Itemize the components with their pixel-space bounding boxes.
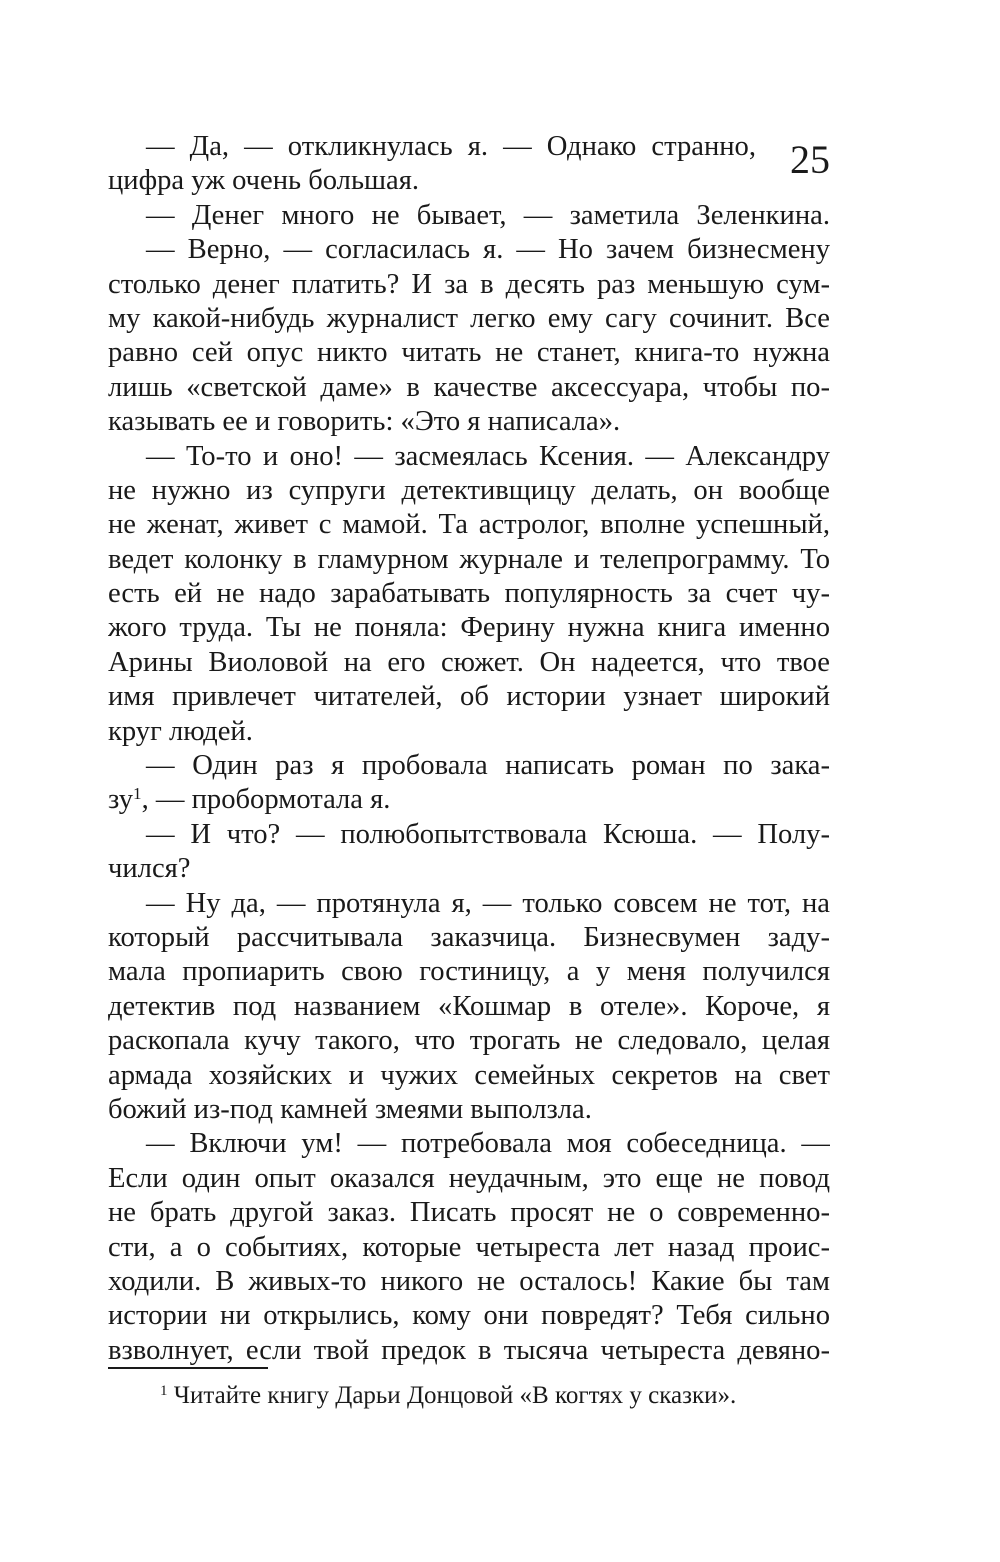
text-line: — Один раз я пробовала написать роман по зака- — [146, 750, 830, 782]
text-fragment: , — пробормотала я. — [141, 784, 391, 816]
text-line: есть ей не надо зарабатывать популярность за счет чу- — [108, 578, 830, 610]
text-line: Арины Виоловой на его сюжет. Он надеется, что твое — [108, 646, 830, 678]
text-line: — Да, — откликнулась я. — Однако странно, — [146, 131, 756, 162]
text-line: жого труда. Ты не поняла: Ферину нужна книга именно — [108, 612, 830, 644]
text-fragment: зу — [108, 784, 133, 816]
text-line: мала пропиарить свою гостиницу, а у меня получился — [108, 956, 830, 988]
footnote-text: Читайте книгу Дарьи Донцовой «В когтях у сказки». — [173, 1382, 737, 1409]
footnote-reference[interactable]: 1 — [133, 783, 142, 803]
text-line: — И что? — полюбопытствовала Ксюша. — Полу- — [146, 818, 830, 850]
footnote-divider — [108, 1367, 268, 1369]
text-line: — Включи ум! — потребовала моя собеседница. — — [146, 1128, 830, 1160]
text-line: не женат, живет с мамой. Та астролог, вполне успешный, — [108, 509, 830, 541]
footnote-marker: 1 — [160, 1382, 168, 1399]
text-line: лишь «светской даме» в качестве аксессуара, чтобы по- — [108, 371, 830, 403]
text-line: взволнует, если твой предок в тысяча четыреста девяно- — [108, 1334, 830, 1366]
text-line: цифра уж очень большая. — [108, 165, 419, 197]
text-line: истории ни открылись, кому они повредят? Тебя сильно — [108, 1300, 830, 1332]
text-line: ходили. В живых-то никого не осталось! Какие бы там — [108, 1265, 830, 1297]
footnote — [160, 1380, 736, 1412]
text-line: не нужно из супруги детективщицу делать, он вообще — [108, 474, 830, 506]
text-line: — То-то и оно! — засмеялась Ксения. — Александру — [146, 440, 830, 472]
text-line: — Верно, — согласилась я. — Но зачем бизнесмену — [146, 234, 830, 266]
text-line: чился? — [108, 853, 191, 885]
text-line: имя привлечет читателей, об истории узнает широкий — [108, 681, 830, 713]
text-line: армада хозяйских и чужих семейных секретов на свет — [108, 1059, 830, 1091]
text-line: божий из-под камней змеями выползла. — [108, 1093, 592, 1125]
text-line: равно сей опус никто читать не станет, книга-то нужна — [108, 337, 830, 369]
text-line: не брать другой заказ. Писать просят не о современно- — [108, 1197, 830, 1229]
text-line: казывать ее и говорить: «Это я написала». — [108, 406, 621, 438]
text-line: который рассчитывала заказчица. Бизнесвумен заду- — [108, 921, 830, 953]
page-number: 25 — [790, 137, 830, 182]
text-line: ведет колонку в гламурном журнале и телепрограмму. То — [108, 543, 830, 575]
text-line-with-footnote — [108, 783, 830, 817]
text-line: — Денег много не бывает, — заметила Зеленкина. — [146, 199, 830, 231]
body-text — [108, 130, 830, 1368]
text-line: Если один опыт оказался неудачным, это еще не повод — [108, 1162, 830, 1194]
text-line: детектив под названием «Кошмар в отеле». Короче, я — [108, 990, 830, 1022]
text-line: круг людей. — [108, 715, 253, 747]
text-line: — Ну да, — протянула я, — только совсем не тот, на — [146, 887, 830, 919]
text-line: сти, а о событиях, которые четыреста лет назад проис- — [108, 1231, 830, 1263]
text-line: раскопала кучу такого, что трогать не следовало, целая — [108, 1025, 830, 1057]
text-line: му какой-нибудь журналист легко ему сагу сочинит. Все — [108, 302, 830, 334]
text-line: столько денег платить? И за в десять раз меньшую сум- — [108, 268, 830, 300]
